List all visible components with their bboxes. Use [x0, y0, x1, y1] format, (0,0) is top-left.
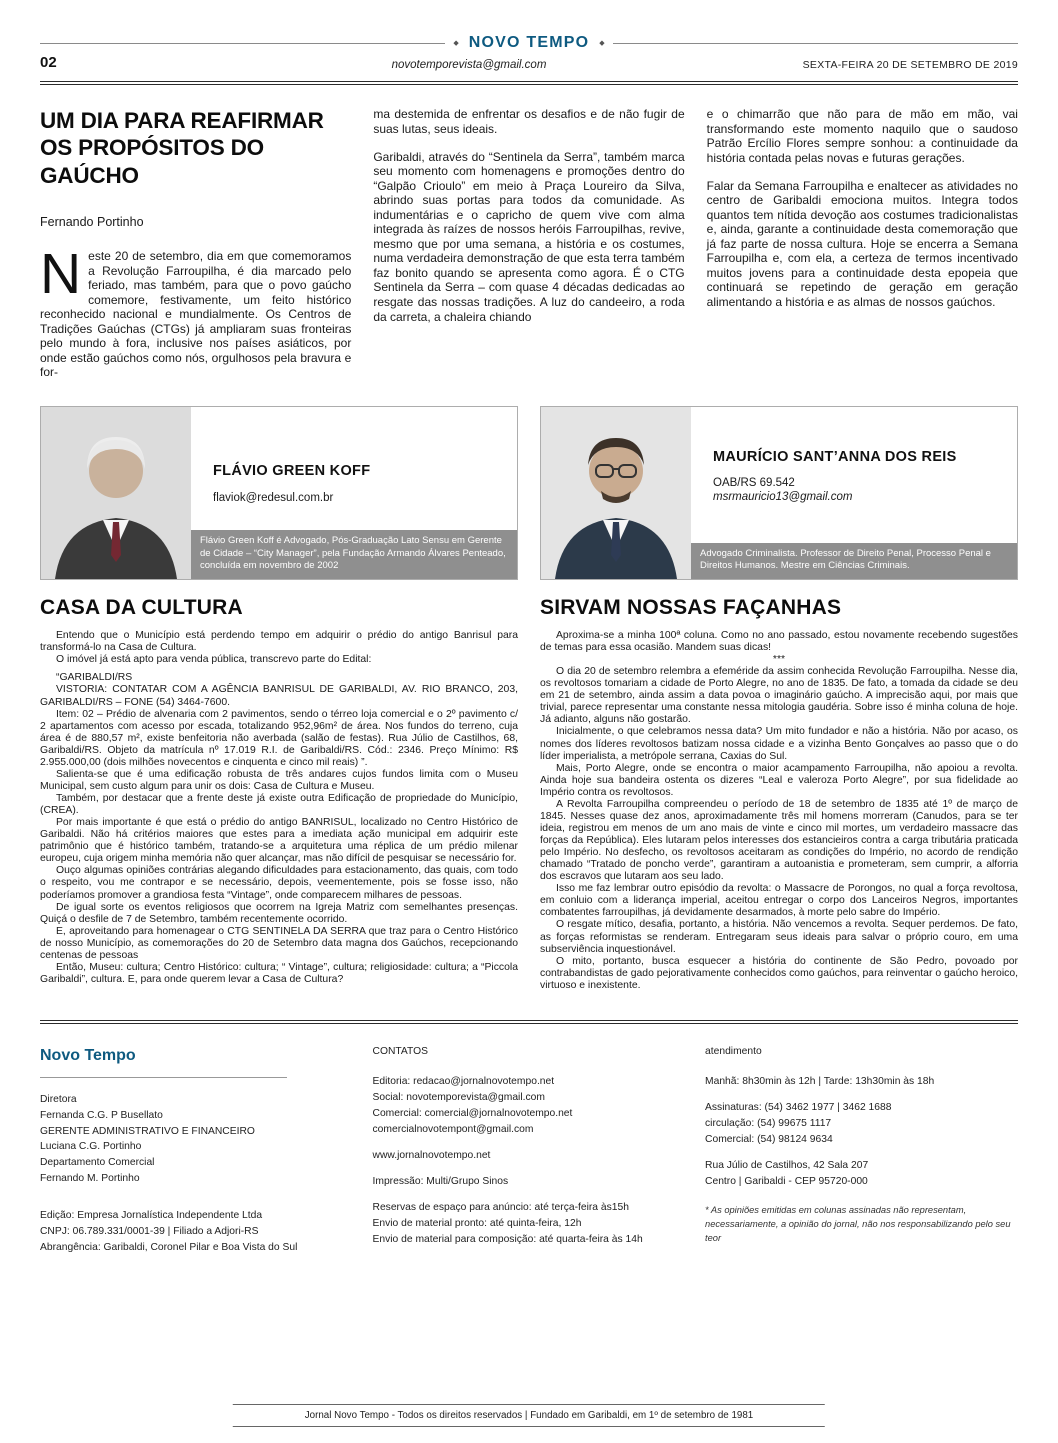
footer-line: circulação: (54) 99675 1117 — [705, 1117, 832, 1129]
author-bio: Advogado Criminalista. Professor de Direito Penal, Processo Penal e Direitos Humanos. Mestre em Ciências Criminais. — [691, 543, 1017, 579]
drop-cap: N — [40, 242, 82, 307]
lead-paragraph: Garibaldi, através do “Sentinela da Serra”, também marca seu momento com homenagens e promoções dentro do “Galpão Crioulo” em meio à Praça Loureiro da Silva, abrindo suas portas para todos da comunidade. As indumentárias e o capricho de quem vive com alma integrada às raízes de nossos heróis Farroupilhas, revive, mesmo que por uma semana, a história e os costumes, numa verdadeira demonstração de que esta terra também faz bonito quando se apresenta como agora. É o CTG Sentinela da Serra – com quase 4 décadas dedicadas ao resgate das nossas tradições. A luz do candeeiro, a roda da carreta, a chaleira chiando — [373, 149, 685, 324]
footer-line: Impressão: Multi/Grupo Sinos — [372, 1176, 509, 1188]
footer-copyright — [233, 1404, 825, 1427]
article-paragraph: Aproxima-se a minha 100ª coluna. Como no ano passado, estou novamente recebendo sugestões de temas para essa ocasião. Mandem suas dicas! — [540, 629, 1018, 654]
mauricio-photo-illustration — [541, 407, 691, 579]
lead-paragraph: ma destemida de enfrentar os desafios e de não fugir de suas lutas, seus ideais. — [373, 107, 685, 136]
footer-staff-column — [40, 1044, 373, 1256]
footer-line: GERENTE ADMINISTRATIVO E FINANCEIRO — [40, 1125, 255, 1137]
article-paragraph: Entendo que o Município está perdendo tempo em adquirir o prédio do antigo Banrisul para transformá-lo na Casa de Cultura. — [40, 629, 518, 654]
footer-copyright-text: Jornal Novo Tempo - Todos os direitos reservados | Fundado em Garibaldi, em 1º de setembro de 1981 — [304, 1410, 754, 1421]
footer-line — [373, 1190, 690, 1200]
article-paragraph: “GARIBALDI/RS — [56, 672, 133, 684]
footer-contacts-column — [373, 1044, 706, 1256]
right-article-title: SIRVAM NOSSAS FAÇANHAS — [540, 595, 842, 619]
footer-line: Manhã: 8h30min às 12h | Tarde: 13h30min às 18h — [705, 1075, 935, 1087]
article-paragraph: O resgate mítico, desafia, portanto, a história. Não vencemos a revolta. Sequer perdemos. De fato, as forças reformistas se renderam. Entregaram seus ideais para salvar o próprio couro, em uma subserviência inquestionável. — [540, 919, 1018, 955]
footer-line — [705, 1090, 1018, 1100]
footer-line: Envio de material pronto: até quinta-feira, 12h — [372, 1218, 582, 1230]
footer-line: Centro | Garibaldi - CEP 95720-000 — [705, 1176, 868, 1188]
footer-contatos-heading: CONTATOS — [372, 1045, 429, 1057]
footer-line: Envio de material para composição: até quarta-feira às 14h — [372, 1234, 643, 1246]
flavio-profile-box — [40, 406, 518, 580]
columnists-section — [40, 406, 1018, 992]
flavio-photo-illustration — [41, 407, 191, 579]
lead-article — [40, 107, 1018, 380]
footer-line: Comercial: (54) 98124 9634 — [705, 1133, 833, 1145]
footer-brand: Novo Tempo — [40, 1044, 287, 1078]
author-email: msrmauricio13@gmail.com — [713, 490, 853, 503]
footer-staff-lines — [40, 1092, 357, 1256]
left-article-body — [40, 630, 518, 986]
column-right — [540, 406, 1018, 992]
author-name: FLÁVIO GREEN KOFF — [213, 462, 371, 479]
author-oab: OAB/RS 69.542 — [713, 476, 795, 489]
mauricio-profile-info — [713, 407, 1017, 503]
lead-paragraph: Falar da Semana Farroupilha e enaltecer as atividades no centro de Garibaldi emociona muitos. Integra todos quantos tem nítida devoção aos costumes tradicionalistas e, ainda, garante a continuidade desta comemoração que já faz parte de nossa cultura. Hoje se encerra a Semana Farroupilha e, com ela, a certeza de termos incentivado muitos jovens para a continuidade desta epopeia que continuará se repetindo de geração em geração alimentando a história e as almas de nossos gaúchos. — [706, 178, 1018, 309]
lead-article-byline: Fernando Portinho — [40, 215, 144, 230]
footer-line: Abrangência: Garibaldi, Coronel Pilar e Boa Vista do Sul — [40, 1241, 298, 1253]
article-paragraph: O mito, portanto, busca esquecer a história do continente de São Pedro, povoado por contrabandistas de gado pejorativamente conhecidos como gaúchos, para reinventar o gaúcho heroico, virtuoso e inexistente. — [540, 955, 1018, 991]
footer-line: CNPJ: 06.789.331/0001-39 | Filiado a Adjori-RS — [40, 1225, 259, 1237]
article-paragraph: Item: 02 – Prédio de alvenaria com 2 pavimentos, sendo o térreo loja comercial e o 2º pavimento c/ 2 apartamentos com acesso por escada, totalizando 952,96m² de área. Nos fundos do terreno, cuja área é de 880,57 m², existe benfeitoria não averbada (salão de festas). Rua Júlio de Castilhos, 68, Garibaldi/RS. Objeto da matrícula nº 17.019 R.I. de Garibaldi/RS. Cód.: 2346. Preço Mínimo: R$ 2.955.000,00 (dois milhões novecentos e cinquenta e cinco mil reais) ”. — [40, 708, 518, 768]
footer-disclaimer: * As opiniões emitidas em colunas assinadas não representam, necessariamente, a opinião do jornal, não nos responsabilizando pelo seu teor — [705, 1205, 1011, 1243]
article-paragraph: Salienta-se que é uma edificação robusta de três andares cujos fundos limita com o Museu Municipal, sem custo algum para unir os dois: Casa de Cultura e Museu. — [40, 768, 518, 792]
article-paragraph: A Revolta Farroupilha compreendeu o período de 18 de setembro de 1835 até 1º de março de 1845. Nesses quase dez anos, aproximadamente três mil homens morreram (Canudos, para se ter ideia, registrou em menos de um ano mais de vinte e cinco mil mortes, um verdadeiro massacre das forças da República). Eles lutaram pelos interesses dos estancieiros contra a carga tributária praticada pelo Império. No desfecho, os revoltosos aceitaram as condições do Império, no acordo de rendição chamado “Tratado de poncho verde”, garantiram a autoanistia e prometeram, sem cumprir, a alforria dos escravos que lutaram aos seu lado. — [540, 798, 1018, 883]
masthead-rule-right — [613, 43, 1018, 44]
article-paragraph: O imóvel já está apto para venda pública, transcrevo parte do Edital: — [56, 654, 372, 666]
masthead-ornament-right-icon: ◆ — [599, 39, 605, 47]
footer-line: Editoria: redacao@jornalnovotempo.net — [372, 1075, 555, 1087]
article-paragraph: Então, Museu: cultura; Centro Histórico: cultura; “ Vintage”, cultura; religiosidade: cultura; a “Piccola Garibaldi”, cultura. E, para onde querem levar a Casa de Cultura? — [40, 961, 518, 985]
footer-divider — [40, 1020, 1018, 1024]
masthead: NOVO TEMPO — [468, 34, 590, 51]
article-paragraph: De igual sorte os eventos religiosos que ocorrem na Igreja Matriz com semelhantes presenças. Quiçá o desfile de 7 de Setembro, também recentemente ocorrido. — [40, 901, 518, 925]
footer-line: Assinaturas: (54) 3462 1977 | 3462 1688 — [705, 1102, 892, 1114]
article-paragraph: Inicialmente, o que celebramos nessa data? Um mito fundador e não a história. Não por acaso, os nomes dos líderes revoltosos batizam nossa cidade e a vizinha Bento Gonçalves ao passo que o do líder imperialista, a metrópole serrana, Caxias do Sul. — [540, 726, 1018, 762]
masthead-rule-left — [40, 43, 445, 44]
header-info-row — [40, 54, 1018, 71]
column-left — [40, 406, 518, 992]
footer-line — [40, 1187, 357, 1197]
footer-line: Diretora — [40, 1093, 77, 1105]
author-name: MAURÍCIO SANT’ANNA DOS REIS — [713, 448, 957, 465]
footer-contact-lines — [373, 1074, 690, 1248]
article-paragraph: Por mais importante é que está o prédio do antigo BANRISUL, localizado no Centro Histórico de Garibaldi. Não há critérios maiores que estes para a imediata ação municipal em adquirir este patrimônio que é histórico também, tratando-se a arquitetura uma réplica de um prédio milenar europeu, cuja origem minha memória não quer alcançar, mas não difícil de pesquisar se necessário for. — [40, 817, 518, 865]
lead-paragraph: e o chimarrão que não para de mão em mão, vai transformando este momento naquilo que o saudoso Patrão Ercílio Flores sempre sonhou: a continuidade da história contada pelas novas e futuras gerações. — [706, 107, 1018, 165]
lead-column-1 — [40, 107, 351, 380]
footer-line: comercialnovotempont@gmail.com — [372, 1123, 534, 1135]
page-number: 02 — [40, 54, 57, 71]
article-paragraph: Também, por destacar que a frente deste já existe outra Edificação de propriedade do Município, (CREA). — [40, 793, 518, 817]
footer-service-lines — [705, 1074, 1018, 1190]
footer-line: Departamento Comercial — [40, 1157, 155, 1169]
header-divider — [40, 81, 1018, 85]
masthead-ornament-left-icon: ◆ — [453, 39, 459, 47]
article-paragraph: Mais, Porto Alegre, onde se encontra o maior acampamento Farroupilha, não apoiou a revolta. Ainda hoje sua bandeira ostenta os dizeres “Leal e valeroza Porto Alegre”, por sua fidelidade ao Império contra os revoltosos. — [540, 762, 1018, 798]
footer-atendimento-heading: atendimento — [705, 1045, 762, 1057]
lead-col1-text: este 20 de setembro, dia em que comemoramos a Revolução Farroupilha, é dia marcado pelo feriado, mas também, para que o povo gaúcho comemore, festivamente, um feito histórico reconhecido nacional e mundialmente. Os Centros de Tradições Gaúchas (CTGs) já ampliaram suas fronteiras pelo mundo à fora, inclusive nos países asiáticos, por onde estão gaúchos como nós, orgulhosos pela bravura e for- — [40, 249, 352, 380]
footer-line: Comercial: comercial@jornalnovotempo.net — [372, 1107, 573, 1119]
masthead-email: novotemporevista@gmail.com — [391, 59, 547, 71]
footer-line: www.jornalnovotempo.net — [372, 1149, 491, 1161]
footer-line: Edição: Empresa Jornalística Independente Ltda — [40, 1209, 263, 1221]
article-paragraph: E, aproveitando para homenagear o CTG SENTINELA DA SERRA que traz para o Centro Histórico de nosso Município, as comemorações do 20 de Setembro data magna dos Gaúchos, recepcionando centenas de pessoas — [40, 925, 518, 961]
right-article-body — [540, 630, 1018, 992]
flavio-profile-info — [213, 407, 517, 504]
article-paragraph: VISTORIA: CONTATAR COM A AGÊNCIA BANRISUL DE GARIBALDI, AV. RIO BRANCO, 203, GARIBALDI/RS – FONE (54) 3464-7600. — [40, 684, 518, 708]
lead-col1-paragraph — [40, 242, 352, 380]
edition-date: SEXTA-FEIRA 20 DE SETEMBRO DE 2019 — [802, 59, 1018, 71]
mauricio-profile-box — [540, 406, 1018, 580]
footer-line — [373, 1138, 690, 1148]
article-paragraph: *** — [772, 654, 786, 666]
lead-column-3 — [707, 107, 1018, 380]
page-footer — [40, 1044, 1018, 1256]
page-header — [40, 0, 1018, 85]
article-paragraph: O dia 20 de setembro relembra a efeméride da assim conhecida Revolução Farroupilha. Nesse dia, os revoltosos tomariam a cidade de Porto Alegre, no ano de 1835. De fato, a tomada da cidade se deu em 21 de setembro, ainda assim a data povoa o imaginário gaúcho. A imprecisão aqui, por mais que trivial, parece representar uma constante nessa mitologia gaudéria. Sobre isso é minha coluna de hoje. Já adianto, alguns não gostarão. — [540, 666, 1018, 726]
footer-line: Reservas de espaço para anúncio: até terça-feira às15h — [372, 1202, 629, 1214]
masthead-row — [40, 34, 1018, 52]
footer-service-column — [705, 1044, 1018, 1256]
footer-line: Luciana C.G. Portinho — [40, 1141, 142, 1153]
flavio-photo — [41, 407, 191, 579]
footer-line — [705, 1148, 1018, 1158]
author-bio: Flávio Green Koff é Advogado, Pós-Graduação Lato Sensu em Gerente de Cidade – “City Manager”, pela Fundação Armando Álvares Penteado, concluída em novembro de 2002 — [191, 530, 517, 579]
article-paragraph: Ouço algumas opiniões contrárias alegando dificuldades para estacionamento, das quais, com todo o respeito, vou me contrapor e se necessário, depois, veementemente, pois se fosse isso, não poderíamos promover a grandiosa festa “Vintage”, onde comparecem milhares de pessoas. — [40, 865, 518, 901]
article-paragraph: Isso me faz lembrar outro episódio da revolta: o Massacre de Porongos, no qual a força revoltosa, em conluio com a liderança imperial, aceitou entregar o corpo dos Lanceiros Negros, importantes combatentes farroupilhas, já devidamente desarmados, à morte pelo sabre do Império. — [540, 883, 1018, 919]
footer-line: Rua Júlio de Castilhos, 42 Sala 207 — [705, 1160, 869, 1172]
footer-line: Social: novotemporevista@gmail.com — [372, 1091, 545, 1103]
lead-column-2 — [373, 107, 684, 380]
footer-line: Fernanda C.G. P Busellato — [40, 1109, 163, 1121]
footer-line: Fernando M. Portinho — [40, 1173, 140, 1185]
lead-article-title: UM DIA PARA REAFIRMAR OS PROPÓSITOS DO GAÚCHO — [40, 108, 324, 188]
mauricio-photo — [541, 407, 691, 579]
footer-line — [40, 1198, 357, 1208]
left-article-title: CASA DA CULTURA — [40, 595, 243, 619]
footer-line — [373, 1164, 690, 1174]
author-email: flaviok@redesul.com.br — [213, 491, 334, 504]
